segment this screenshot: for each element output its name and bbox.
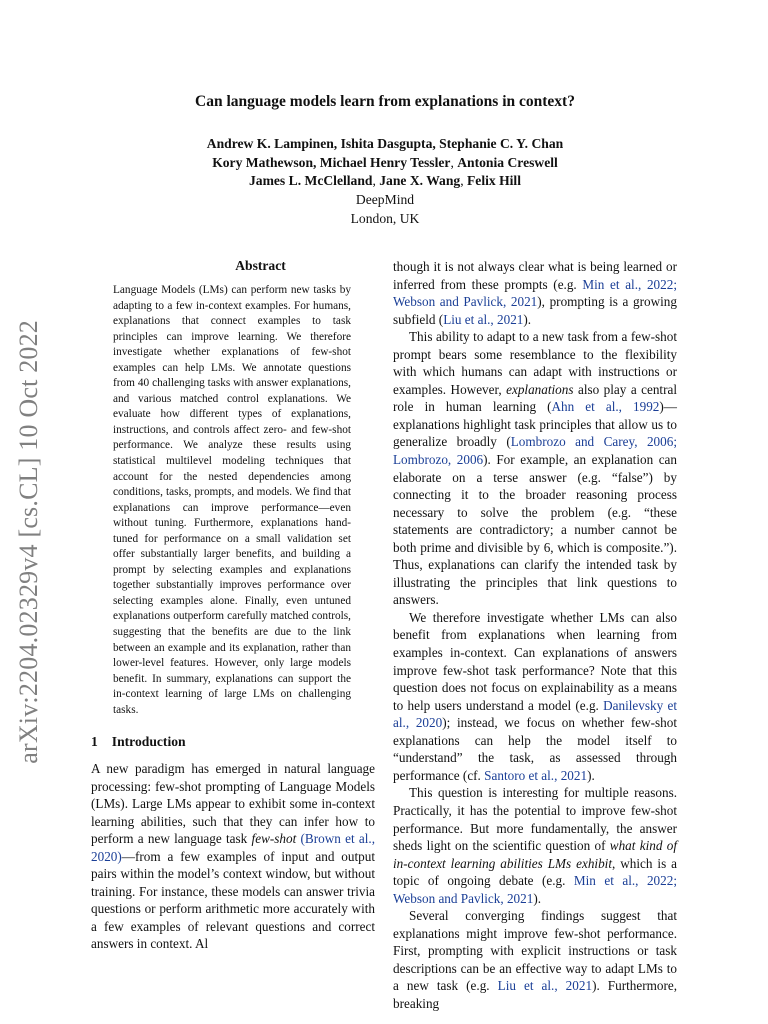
section-title: Introduction xyxy=(111,734,186,749)
emphasis: few-shot xyxy=(251,831,297,847)
citation-link[interactable]: Ahn et al., 1992 xyxy=(551,399,660,415)
text-run: , which is a topic of ongoing debate (e.g. xyxy=(393,855,677,889)
abstract-text: Language Models (LMs) can perform new tasks by adapting to a few in-context examples. For humans, explanations that connect examples to task principles can improve learning. We therefore investigate whether explanations of few-shot examples can help LMs. We annotate questions from 40 challenging tasks with answer explanations, and various matched control explanations. We evaluate how different types of explanations, instructions, and controls affect zero- and few-shot performance. We analyze these results using statistical multilevel modeling techniques that account for the nested dependencies among conditions, tasks, prompts, and models. We find that explanations can improve performance—even without tuning. Furthermore, explanations hand-tuned for performance on a small validation set offer substantially larger benefits, and building a prompt by selecting examples and explanations together substantially improves performance over selecting examples alone. Finally, even untuned explanations outperform carefully matched controls, suggesting that the benefits are due to the link between an example and its explanation, rather than lower-level features. However, only large models benefit. In summary, explanations can support the in-context learning of large LMs on challenging tasks. xyxy=(113,284,351,716)
author-names-2b: Antonia Creswell xyxy=(457,154,558,170)
citation-link[interactable]: Santoro et al., 2021 xyxy=(484,767,588,783)
text-run: ). xyxy=(523,311,532,327)
author-separator: , xyxy=(460,173,467,189)
text-run: ). For example, an explanation can elaborate on a terse answer (e.g. “false”) by connecting it to the broader reasoning process necessary to solve the problem (e.g. “these statements are contradictory; a number cannot be both prime and divisible by 6, which is composite.”). Thus, explanations can clarify the intended task by illustrating the principles that link questions to answers. xyxy=(393,452,677,608)
author-line-2 xyxy=(90,154,680,173)
affiliation: DeepMind xyxy=(355,192,415,208)
text-run: This ability to adapt to a new task from a few-shot prompt bears some resemblance to the flexibility with which humans can adapt with instructions or examples. However, xyxy=(393,329,677,397)
intro-paragraph-2 xyxy=(393,328,677,609)
citation-link[interactable]: Min et al., 2022; Webson and Pavlick, 2021 xyxy=(393,276,677,310)
text-run: —from a few examples of input and output pairs within the model’s context window, but without training. For instance, these models can answer trivia questions or perform arithmetic more accurately with a few examples of relevant questions and correct answers in context. Al xyxy=(91,848,375,952)
citation-link[interactable]: Danilevsky et al., 2020 xyxy=(393,697,677,731)
text-run: )—explanations highlight task principles that allow us to generalize broadly ( xyxy=(393,399,677,450)
section-number: 1 xyxy=(91,734,98,749)
text-run: A new paradigm has emerged in natural language processing: few-shot prompting of Language Models (LMs). Large LMs appear to exhibit some in-context learning abilities, such that they can infer how to perform a new language task xyxy=(91,761,375,847)
paper-title: Can language models learn from explanations in context? xyxy=(195,93,575,110)
text-run: Several converging findings suggest that explanations might improve few-shot performance. First, prompting with explicit instructions or task descriptions can be an effective way to adapt LMs to a new task (e.g. xyxy=(393,908,677,994)
location: London, UK xyxy=(350,210,420,226)
section-heading-introduction xyxy=(91,734,186,750)
citation-link[interactable]: Liu et al., 2021 xyxy=(497,978,593,994)
abstract-heading: Abstract xyxy=(235,258,286,273)
emphasis: explanations xyxy=(506,381,574,397)
citation-link[interactable]: Lombrozo and Carey, 2006; Lombrozo, 2006 xyxy=(393,434,677,468)
text-run: ); instead, we focus on whether few-shot explanations can help the model itself to “understand” the task, as assessed through performance (cf. xyxy=(393,715,677,783)
author-separator: , xyxy=(450,154,458,170)
text-run: This question is interesting for multiple reasons. Practically, it has the potential to improve few-shot performance. But more fundamentally, the answer sheds light on the scientific question of xyxy=(393,785,677,854)
author-line-3 xyxy=(90,172,680,191)
citation-link[interactable]: Min et al., 2022; Webson and Pavlick, 2021 xyxy=(393,873,677,906)
arxiv-identifier: arXiv:2204.02329v4 [cs.CL] 10 Oct 2022 xyxy=(14,320,43,764)
citation-link[interactable]: (Brown et al., 2020) xyxy=(91,831,376,864)
author-separator: , xyxy=(372,173,380,189)
text-run: though it is not always clear what is being learned or inferred from these prompts (e.g. xyxy=(393,259,677,292)
text-run: ), prompting is a growing subfield ( xyxy=(393,294,677,327)
intro-paragraph-5 xyxy=(393,907,677,1012)
intro-paragraph-1 xyxy=(91,760,375,953)
author-names-3a: James L. McClelland xyxy=(248,173,373,189)
abstract-body xyxy=(113,283,351,718)
author-names-3c: Felix Hill xyxy=(467,173,521,189)
author-block xyxy=(90,135,680,229)
author-names-2a: Kory Mathewson, Michael Henry Tessler xyxy=(212,154,451,170)
emphasis: what kind of in-context learning abilities LMs exhibit xyxy=(393,838,677,871)
intro-paragraph-4 xyxy=(393,784,677,907)
text-run: ). Furthermore, breaking xyxy=(393,978,677,1011)
intro-column-right xyxy=(393,258,677,1013)
text-run: also play a central role in human learning ( xyxy=(393,381,677,415)
text-run: We therefore investigate whether LMs can also benefit from explanations when learning from examples in-context. Can explanations of answers improve few-shot task performance? Note that this question does not focus on explainability as a means to help users understand a model (e.g. xyxy=(393,609,677,713)
intro-paragraph-3 xyxy=(393,609,677,784)
text-run: ). xyxy=(587,767,595,783)
citation-link[interactable]: Liu et al., 2021 xyxy=(443,311,524,327)
intro-paragraph-1-continued xyxy=(393,258,677,328)
author-names-3b: Jane X. Wang xyxy=(379,173,461,189)
text-run: ). xyxy=(533,890,542,906)
author-line-1: Andrew K. Lampinen, Ishita Dasgupta, Stephanie C. Y. Chan xyxy=(206,136,564,151)
intro-column-left xyxy=(91,760,375,953)
